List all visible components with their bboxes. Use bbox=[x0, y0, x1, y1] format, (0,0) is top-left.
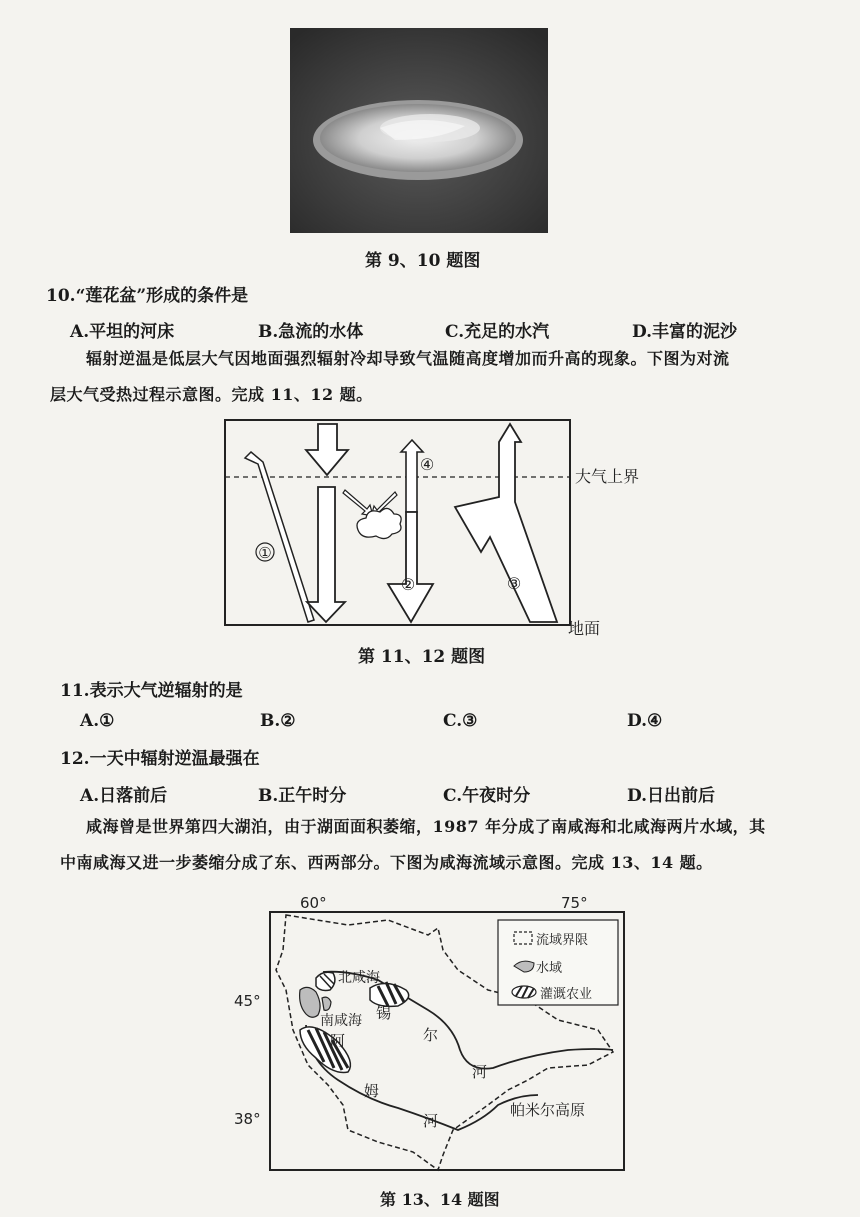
marker-3: ③ bbox=[506, 574, 522, 593]
arrow-4 bbox=[401, 440, 423, 512]
river2-char-3: 河 bbox=[423, 1112, 439, 1130]
south-aral-sea bbox=[300, 987, 320, 1017]
q10-option-b: B.急流的水体 bbox=[258, 322, 364, 342]
legend-water: 水域 bbox=[536, 961, 563, 976]
lat-45-label: 45° bbox=[234, 992, 261, 1010]
q12-option-c: C.午夜时分 bbox=[443, 786, 531, 806]
q11-option-a: A.① bbox=[80, 711, 115, 731]
passage2-line2: 中南咸海又进一步萎缩分成了东、西两部分。下图为咸海流域示意图。完成 13、14 题。 bbox=[60, 853, 713, 872]
marker-1: ① bbox=[258, 544, 272, 562]
passage1-line1: 辐射逆温是低层大气因地面强烈辐射冷却导致气温随高度增加而升高的现象。下图为对流 bbox=[86, 349, 730, 368]
q10-stem: 10.“莲花盆”形成的条件是 bbox=[46, 286, 249, 306]
q12-option-b: B.正午时分 bbox=[258, 786, 347, 806]
fig1-caption: 第 9、10 题图 bbox=[365, 251, 481, 271]
label-south-aral: 南咸海 bbox=[320, 1013, 362, 1029]
aral-sea-map bbox=[228, 890, 638, 1180]
lon-60-label: 60° bbox=[300, 894, 327, 912]
q12-option-a: A.日落前后 bbox=[80, 786, 168, 806]
river1-char-2: 尔 bbox=[423, 1026, 439, 1044]
river1-char-1: 锡 bbox=[376, 1004, 392, 1022]
solar-arrow-down bbox=[307, 487, 345, 622]
sunlight-arrow bbox=[306, 424, 348, 475]
legend-boundary: 流域界限 bbox=[536, 933, 589, 948]
lon-75-label: 75° bbox=[561, 894, 588, 912]
label-ground: 地面 bbox=[568, 619, 601, 638]
q10-option-c: C.充足的水汽 bbox=[445, 322, 550, 342]
q12-option-d: D.日出前后 bbox=[627, 786, 716, 806]
river2-char-1: 阿 bbox=[330, 1032, 346, 1050]
marker-2: ② bbox=[400, 575, 416, 594]
q12-stem: 12.一天中辐射逆温最强在 bbox=[60, 749, 260, 769]
lat-38-label: 38° bbox=[234, 1110, 261, 1128]
label-atmosphere-top: 大气上界 bbox=[575, 467, 640, 486]
fig3-caption: 第 13、14 题图 bbox=[380, 1190, 500, 1209]
passage2-line1: 咸海曾是世界第四大湖泊，由于湖面面积萎缩，1987 年分成了南咸海和北咸海两片水域，其 bbox=[86, 817, 766, 836]
q11-stem: 11.表示大气逆辐射的是 bbox=[60, 681, 243, 701]
label-pamir: 帕米尔高原 bbox=[510, 1101, 586, 1119]
q11-option-c: C.③ bbox=[443, 711, 478, 731]
q11-option-d: D.④ bbox=[627, 711, 663, 731]
q10-option-a: A.平坦的河床 bbox=[70, 322, 175, 342]
marker-4: ④ bbox=[419, 455, 435, 474]
fig2-caption: 第 11、12 题图 bbox=[358, 647, 486, 667]
q10-option-d: D.丰富的泥沙 bbox=[632, 322, 738, 342]
heating-diagram bbox=[215, 412, 645, 642]
legend-irrigation: 灌溉农业 bbox=[540, 987, 593, 1002]
river1-char-3: 河 bbox=[472, 1063, 488, 1081]
lotus-photo bbox=[290, 28, 548, 233]
passage1-line2: 层大气受热过程示意图。完成 11、12 题。 bbox=[50, 385, 373, 404]
river2-char-2: 姆 bbox=[364, 1082, 380, 1100]
label-north-aral: 北咸海 bbox=[338, 970, 380, 986]
q11-option-b: B.② bbox=[260, 711, 296, 731]
